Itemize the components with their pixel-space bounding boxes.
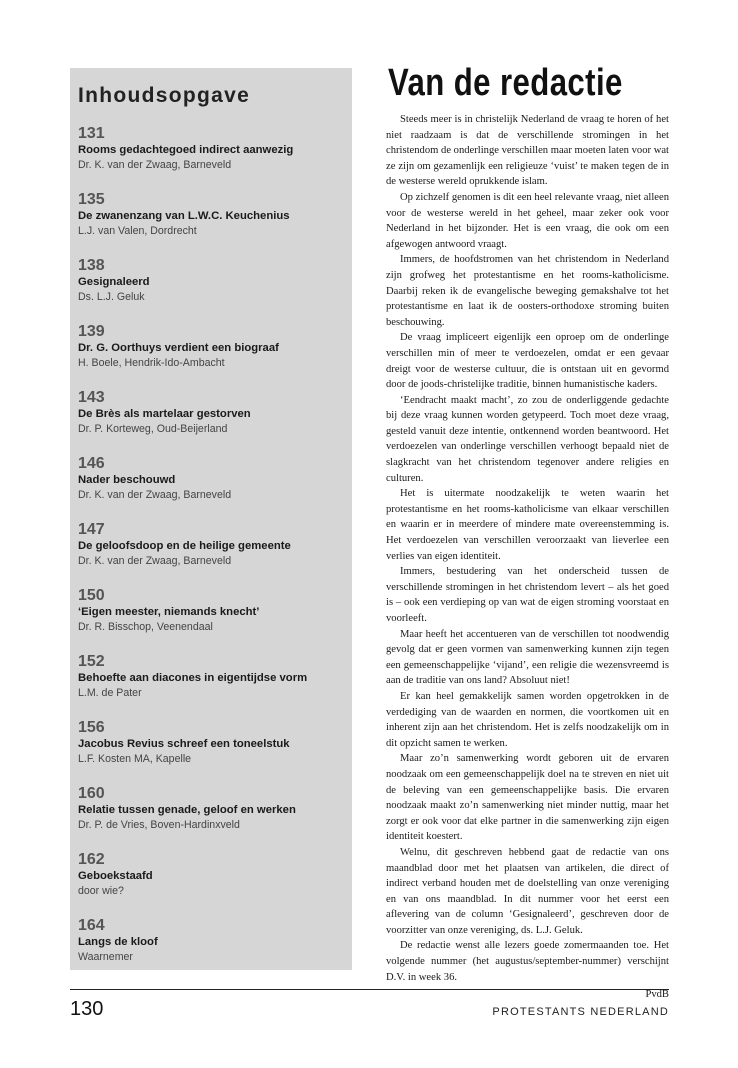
toc-entry-page: 139 (78, 323, 105, 340)
toc-entry-page: 146 (78, 455, 105, 472)
toc-entry-page: 143 (78, 389, 105, 406)
article-paragraph: Er kan heel gemakkelijk samen worden opgetrokken in de verdediging van de waarden en normen, die voortkomen uit en inherent zijn aan het christendom. Het is zelfs noodzakelijk om in dit opzicht samen te werken. (386, 690, 669, 749)
toc-entry-author: L.M. de Pater (78, 687, 142, 699)
toc-entry[interactable] (78, 322, 342, 371)
toc-entry[interactable] (78, 718, 342, 767)
toc-entry-author: H. Boele, Hendrik-Ido-Ambacht (78, 357, 225, 369)
toc-entry-author: Dr. P. de Vries, Boven-Hardinxveld (78, 819, 240, 831)
article-paragraph: ‘Eendracht maakt macht’, zo zou de onderliggende gedachte bij deze vraag kunnen worden getypeerd. Toch moet deze vraag, gesteld vanuit deze intentie, ontkennend worden beantwoord. Het verdoezelen van onderlinge verschillen verhoogt bepaald niet de slagkracht van het christendom tegenover andere religies en culturen. (386, 394, 669, 484)
toc-entry-page: 135 (78, 191, 105, 208)
toc-entry-page: 152 (78, 653, 105, 670)
toc-entry[interactable] (78, 190, 342, 239)
toc-entry-title: Nader beschouwd (78, 474, 176, 486)
footer-rule (70, 989, 669, 990)
toc-title: Inhoudsopgave (78, 84, 251, 107)
toc-entry-title: Jacobus Revius schreef een toneelstuk (78, 738, 290, 750)
toc-entry[interactable] (78, 784, 342, 833)
toc-entry-author: Dr. R. Bisschop, Veenendaal (78, 621, 213, 633)
toc-entry-author: Waarnemer (78, 951, 133, 963)
toc-entry-author: Ds. L.J. Geluk (78, 291, 145, 303)
toc-entry-author: L.J. van Valen, Dordrecht (78, 225, 197, 237)
toc-entry-page: 160 (78, 785, 105, 802)
toc-entry-page: 147 (78, 521, 105, 538)
article-paragraph: Steeds meer is in christelijk Nederland de vraag te horen of het niet raadzaam is dat de verschillende stromingen in het christendom de onderlinge verschillen maar moeten laten voor wat ze zijn om gezamenlijk een religieuze ‘vuist’ te maken tegen de in de westerse wereld oprukkende islam. (386, 114, 669, 188)
publication-name: PROTESTANTS NEDERLAND (492, 1006, 669, 1018)
toc-entry-page: 138 (78, 257, 105, 274)
toc-entry[interactable] (78, 454, 342, 503)
toc-entry-title: Geboekstaafd (78, 870, 153, 882)
toc-entry-title: Langs de kloof (78, 936, 158, 948)
table-of-contents (70, 68, 352, 970)
toc-entry-title: Dr. G. Oorthuys verdient een biograaf (78, 342, 279, 354)
toc-entry-author: Dr. K. van der Zwaag, Barneveld (78, 159, 232, 171)
article-paragraph: Immers, bestudering van het onderscheid tussen de verschillende stromingen in het christendom levert – als het goed is – ook een verdieping op van wat de eigen stroming voorstaat en voorleeft. (386, 566, 669, 624)
toc-entry-author: Dr. P. Korteweg, Oud-Beijerland (78, 423, 228, 435)
toc-entry[interactable] (78, 850, 342, 899)
toc-entry[interactable] (78, 124, 342, 173)
toc-entry-page: 150 (78, 587, 105, 604)
toc-entry-title: De geloofsdoop en de heilige gemeente (78, 540, 291, 552)
toc-entry-author: door wie? (78, 885, 124, 897)
toc-entry[interactable] (78, 520, 342, 569)
toc-entry-page: 156 (78, 719, 105, 736)
article-paragraph: Het is uitermate noodzakelijk te weten waarin het protestantisme en het rooms-katholicisme van elkaar verschillen en waarin er in meerdere of mindere mate overeenstemming is. Het verdoezelen van verschillen veroorzaakt van lieverlee een verlies van eigen identiteit. (386, 488, 669, 562)
toc-entry-title: De Brès als martelaar gestorven (78, 408, 251, 420)
toc-list (78, 124, 342, 965)
article-title: Van de redactie (388, 62, 623, 104)
toc-entry-author: L.F. Kosten MA, Kapelle (78, 753, 192, 765)
toc-entry-title: Rooms gedachtegoed indirect aanwezig (78, 144, 294, 156)
toc-entry-title: ‘Eigen meester, niemands knecht’ (78, 606, 260, 618)
toc-entry-title: Gesignaleerd (78, 276, 150, 288)
editorial-article (386, 60, 669, 1003)
page-number: 130 (70, 998, 104, 1020)
toc-entry[interactable] (78, 256, 342, 305)
toc-entry-page: 164 (78, 917, 105, 934)
toc-entry-author: Dr. K. van der Zwaag, Barneveld (78, 489, 232, 501)
toc-entry-page: 162 (78, 851, 105, 868)
toc-entry-author: Dr. K. van der Zwaag, Barneveld (78, 555, 232, 567)
article-paragraph: Maar heeft het accentueren van de verschillen tot noodwendig gevolg dat er geen vormen van samenwerking kunnen zijn tegen een gemeenschappelijke ‘vijand’, een religie die wezensvreemd is aan de traditie van ons land? Absoluut niet! (386, 628, 669, 687)
toc-entry[interactable] (78, 916, 342, 965)
toc-entry[interactable] (78, 652, 342, 701)
toc-entry[interactable] (78, 388, 342, 437)
article-paragraph: Maar zo’n samenwerking wordt geboren uit de ervaren noodzaak om een gemeenschappelijk doel na te streven en niet uit de beleving van een gemeenschappelijke basis. Die ervaren noodzaak maakt zo’n samenwerking niet minder nuttig, maar het zorgt er ook voor dat elke partner in die samenwerking zijn eigen identiteit koestert. (386, 753, 669, 843)
article-paragraph: De vraag impliceert eigenlijk een oproep om de onderlinge verschillen min of meer te verdoezelen, omdat er een gevaar dreigt voor de westerse cultuur, die is ontstaan uit en gevormd door de joods-christelijke traditie, binnen humanistische kaders. (386, 332, 669, 391)
article-paragraph: Welnu, dit geschreven hebbend gaat de redactie van ons maandblad door met het plaatsen van artikelen, die direct of indirect verband houden met de doelstelling van onze vereniging en van ons maandblad. In dit nummer voor het eerst een aflevering van de column ‘Gesignaleerd’, geschreven door de voorzitter van onze vereniging, ds. L.J. Geluk. (386, 846, 669, 936)
toc-entry-title: De zwanenzang van L.W.C. Keuchenius (78, 210, 290, 222)
article-paragraph: De redactie wenst alle lezers goede zomermaanden toe. Het volgende nummer (het augustus/september-nummer) verschijnt D.V. in week 36. (386, 940, 669, 983)
article-signature: PvdB (645, 989, 669, 1001)
article-paragraph: Immers, de hoofdstromen van het christendom in Nederland zijn grofweg het protestantisme en het rooms-katholicisme. Daarbij reken ik de evangelische beweging gemakshalve tot het protestantisme en laat ik de oosters-orthodoxe stroming buiten beschouwing. (386, 254, 669, 328)
toc-entry-title: Relatie tussen genade, geloof en werken (78, 804, 296, 816)
article-body (386, 112, 669, 985)
article-paragraph: Op zichzelf genomen is dit een heel relevante vraag, niet alleen voor de westerse wereld in het geheel, maar zeker ook voor Nederland in het bijzonder. Het is een vraag, die ook om een afgewogen antwoord vraagt. (386, 191, 669, 250)
toc-entry-page: 131 (78, 125, 105, 142)
toc-entry-title: Behoefte aan diacones in eigentijdse vorm (78, 672, 308, 684)
toc-entry[interactable] (78, 586, 342, 635)
